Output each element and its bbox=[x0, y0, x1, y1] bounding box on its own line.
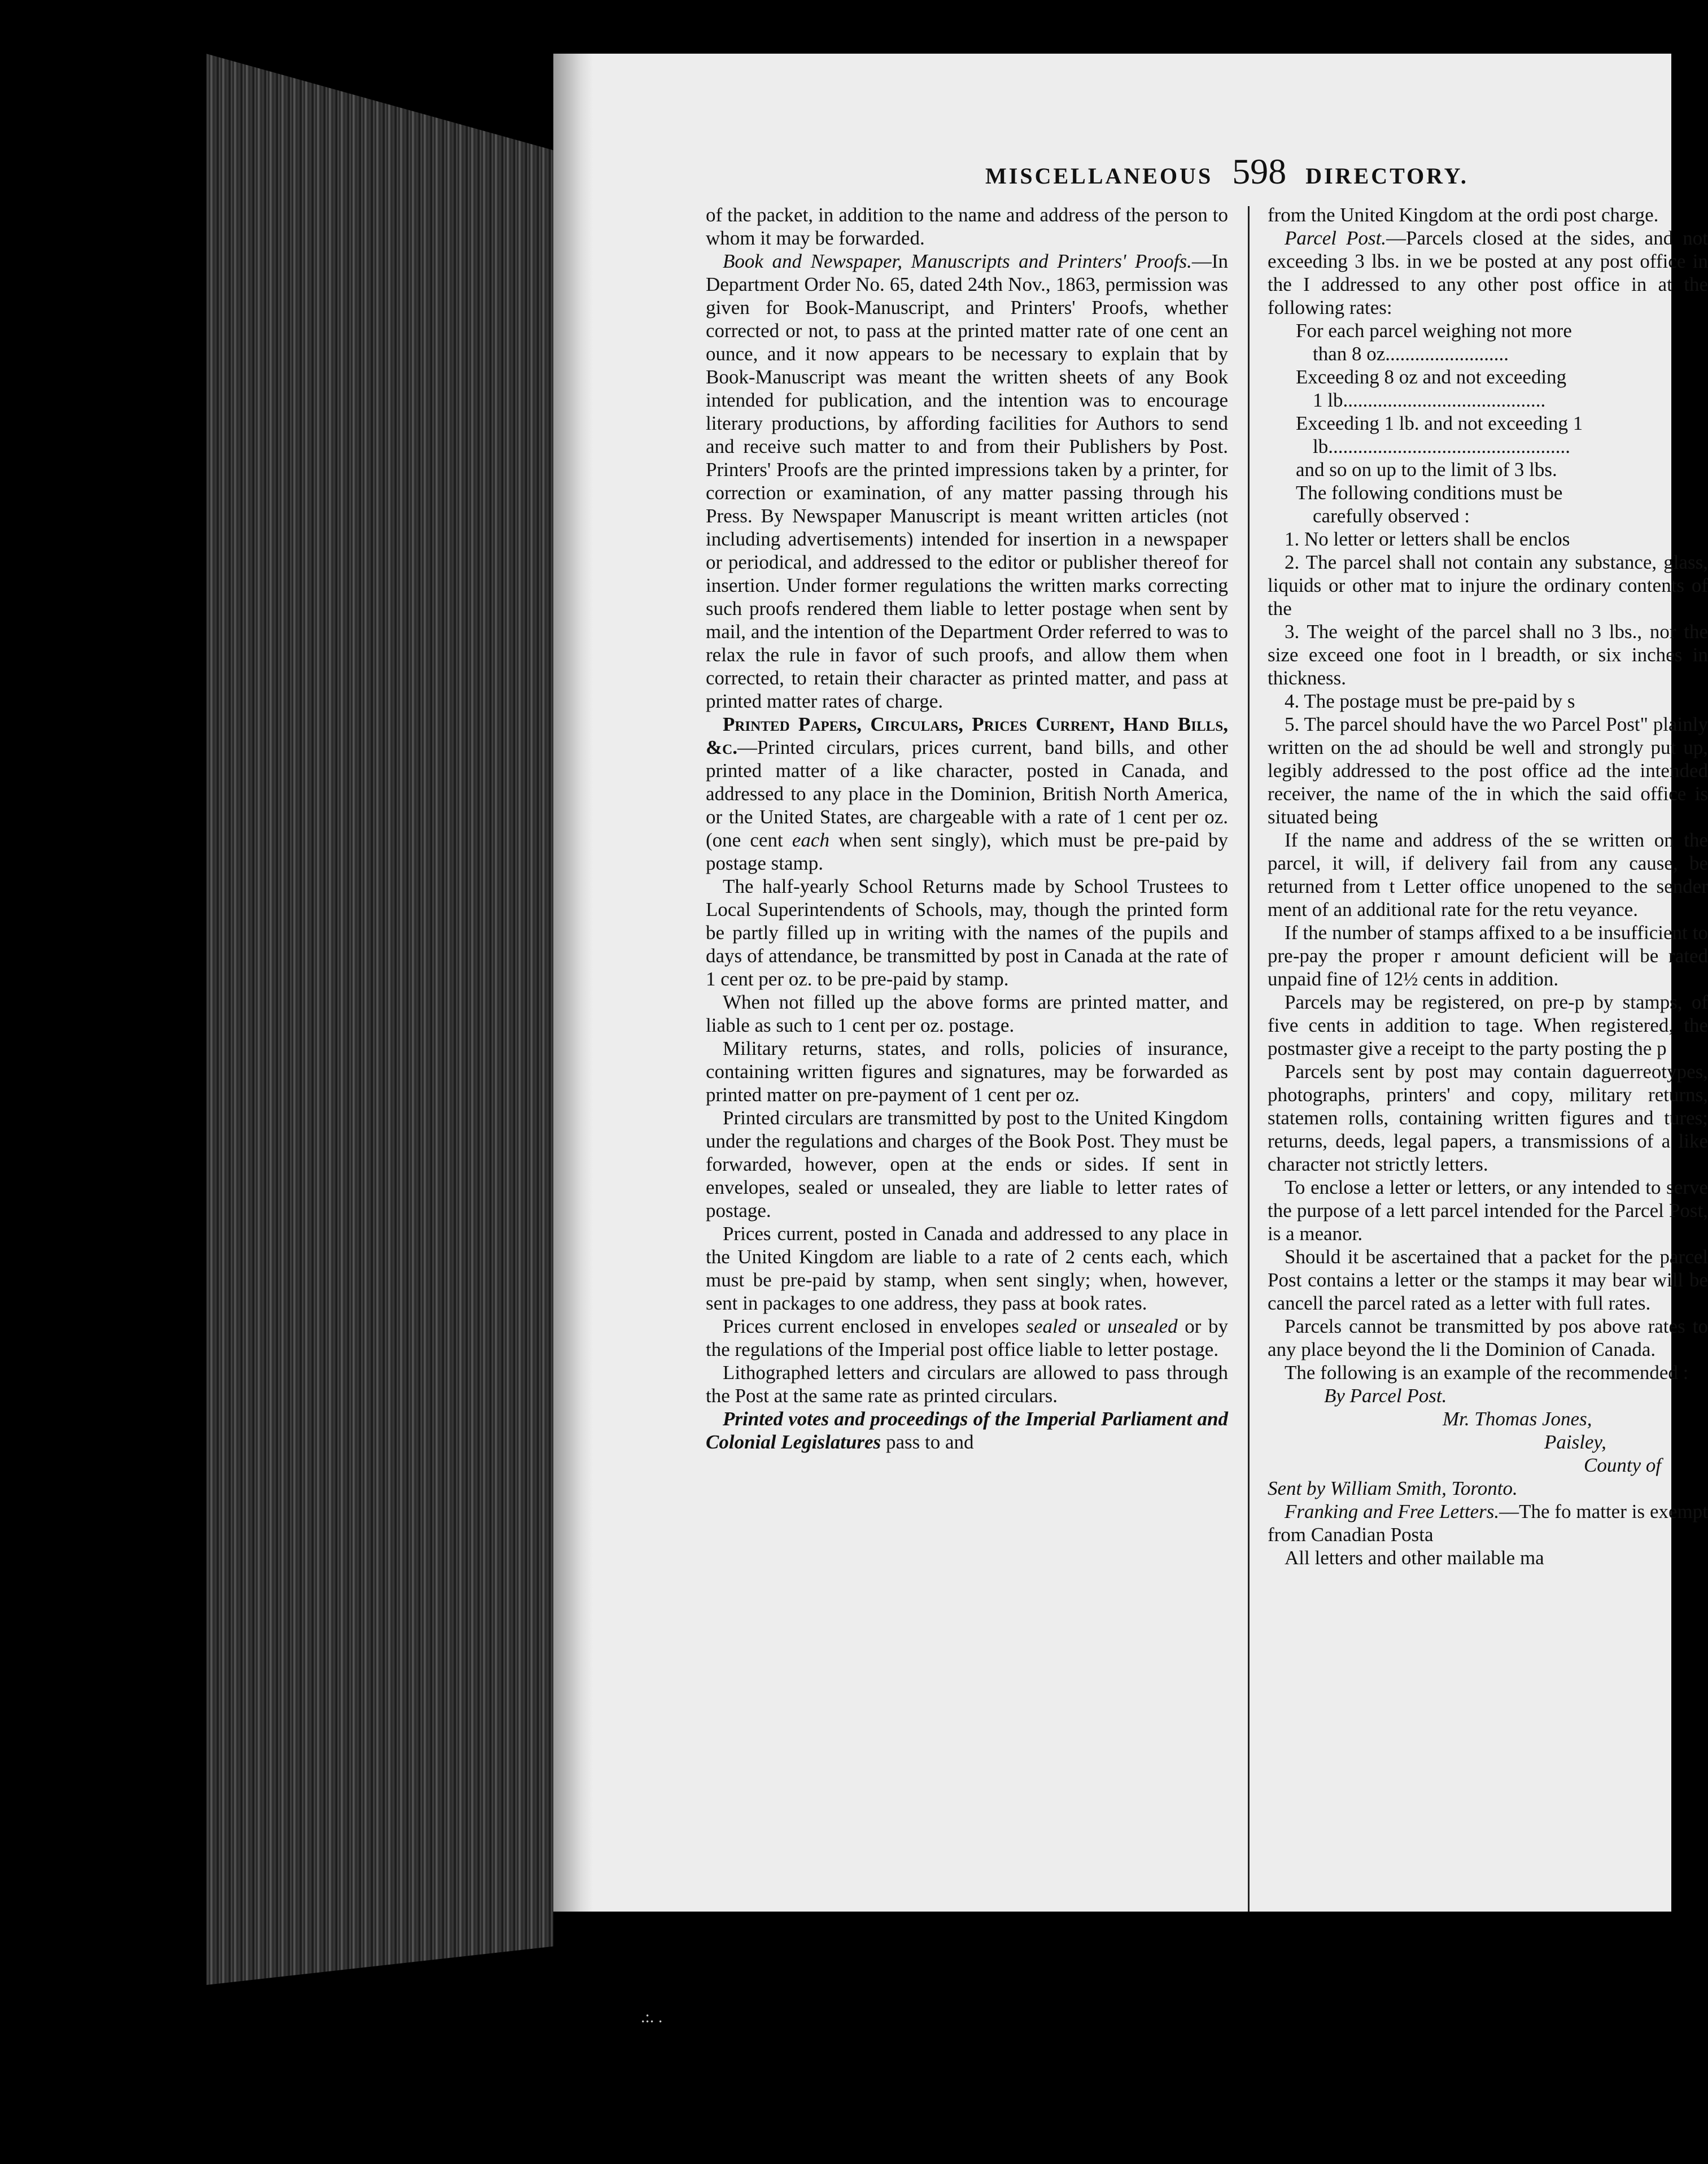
paragraph-text: Prices current enclosed in envelopes bbox=[723, 1315, 1026, 1337]
rate-line: and so on up to the limit of 3 lbs. bbox=[1296, 459, 1557, 481]
paragraph: To enclose a letter or letters, or any intended to serve the purpose of a lett parcel intended for the Parcel Post, is a meanor. bbox=[1268, 1176, 1708, 1245]
rate-line: Exceeding 8 oz and not exceeding bbox=[1296, 366, 1567, 388]
paragraph: Prices current, posted in Canada and addressed to any place in the United Kingdom are liable to a rate of 2 cents each, which must be pre-paid by stamp, when sent singly; when, however, sent in packages to one address, they pass at book rates. bbox=[706, 1223, 1228, 1314]
rate-line: For each parcel weighing not more bbox=[1296, 320, 1572, 342]
paragraph: All letters and other mailable ma bbox=[1285, 1547, 1544, 1569]
right-column bbox=[1268, 203, 1708, 1569]
section-heading: Printed Papers, Circulars, Prices Current, Hand Bills, &c. bbox=[706, 713, 1228, 758]
paragraph bbox=[1268, 226, 1708, 319]
emphasis: unsealed bbox=[1107, 1315, 1178, 1337]
paragraph: of the packet, in addition to the name and address of the person to whom it may be forwarded. bbox=[706, 204, 1228, 249]
rate-line: Exceeding 1 lb. and not exceeding 1 bbox=[1296, 412, 1583, 434]
header-left: MISCELLANEOUS bbox=[985, 163, 1213, 189]
emphasis: sealed bbox=[1026, 1315, 1077, 1337]
paragraph: Parcels cannot be transmitted by pos above rates to any place beyond the li the Dominion of Canada. bbox=[1268, 1315, 1708, 1360]
emphasis: each bbox=[792, 829, 829, 851]
paragraph: If the number of stamps affixed to a be insufficient to pre-pay the proper r amount deficient will be rated unpaid fine of 12½ cents in addition. bbox=[1268, 922, 1708, 990]
paragraph-text: —Parcels closed at the sides, and not exceeding 3 lbs. in we be posted at any post office in the I addressed to any other post office in at the following rates: bbox=[1268, 227, 1708, 319]
condition-item: 3. The weight of the parcel shall no 3 lbs., nor the size exceed one foot in l breadth, or six inches in thickness. bbox=[1268, 621, 1708, 689]
paragraph: Military returns, states, and rolls, policies of insurance, containing written figures and signatures, may be forwarded as printed matter on pre-payment of 1 cent per oz. bbox=[706, 1037, 1228, 1106]
section-heading: Book and Newspaper, Manuscripts and Printers' Proofs. bbox=[723, 250, 1192, 272]
paragraph-text: or bbox=[1076, 1315, 1108, 1337]
example-line: Mr. Thomas Jones, bbox=[1443, 1408, 1592, 1430]
condition-item: 1. No letter or letters shall be enclos bbox=[1285, 528, 1570, 550]
section-heading: Franking and Free Letters. bbox=[1285, 1500, 1500, 1522]
paragraph: from the United Kingdom at the ordi post charge. bbox=[1268, 204, 1659, 226]
header-right: DIRECTORY. bbox=[1305, 163, 1469, 189]
paragraph-text: —The fo matter is exempt from Canadian Posta bbox=[1268, 1500, 1708, 1546]
paragraph bbox=[706, 1315, 1228, 1361]
left-column bbox=[706, 203, 1228, 1454]
paragraph: Printed circulars are transmitted by post to the United Kingdom under the regulations and charges of the Book Post. They must be forwarded, however, open at the ends or sides. If sent in envelopes, sealed or unsealed, they are liable to letter rates of postage. bbox=[706, 1107, 1228, 1221]
running-header bbox=[985, 151, 1469, 193]
paragraph-text: —Printed circulars, prices current, band bills, and other printed matter of a like character, posted in Canada, and addressed to any place in the Dominion, British North America, or the United States, are chargeable with a rate of 1 cent per oz. (one cent bbox=[706, 736, 1228, 851]
section-heading: Parcel Post. bbox=[1285, 227, 1387, 249]
paragraph: The half-yearly School Returns made by School Trustees to Local Superintendents of Schools, may, though the printed form be partly filled up in writing with the names of the pupils and days of attendance, be transmitted by post in Canada at the rate of 1 cent per oz. to be pre-paid by stamp. bbox=[706, 875, 1228, 990]
example-line: Sent by William Smith, Toronto. bbox=[1268, 1477, 1518, 1499]
example-line: By Parcel Post. bbox=[1324, 1385, 1447, 1407]
condition-item: 4. The postage must be pre-paid by s bbox=[1285, 690, 1575, 712]
rate-line: The following conditions must be bbox=[1296, 482, 1563, 504]
paragraph: Lithographed letters and circulars are allowed to pass through the Post at the same rate as printed circulars. bbox=[706, 1362, 1228, 1407]
paragraph-text: or by the regulations of the Imperial post office liable to letter postage. bbox=[706, 1315, 1229, 1360]
paragraph-text: —In Department Order No. 65, dated 24th Nov., 1863, permission was given for Book-Manuscript, and Printers' Proofs, whether corrected or not, to pass at the printed matter rate of one cent an ounce, and it now appears to be necessary to explain that by Book-Manuscript was meant the written sheets of any Book intended for publication, and the intention was to encourage literary productions, by affording facilities for Authors to send and receive such matter to and from their Publishers by Post. Printers' Proofs are the printed impressions taken by a printer, for correction or examination, of any matter passing through his Press. By Newspaper Manuscript is meant written articles (not including advertisements) intended for insertion in a newspaper or periodical, and addressed to the editor or publisher thereof for insertion. Under former regulations the written marks correcting such proofs rendered them liable to letter postage when sent by mail, and the intention of the Department Order referred to was to relax the rule in favor of such proofs, and allow them when corrected, to retain their character as printed matter, and pass at printed matter rates of charge. bbox=[706, 250, 1228, 712]
example-line: County of bbox=[1584, 1454, 1662, 1476]
rate-line: carefully observed : bbox=[1313, 505, 1470, 527]
paragraph-text: when sent singly), which must be pre-paid by postage stamp. bbox=[706, 829, 1228, 874]
paragraph bbox=[706, 1407, 1228, 1454]
paragraph bbox=[706, 250, 1228, 713]
paragraph: Parcels may be registered, on pre-p by stamps, of five cents in addition to tage. When registered, the postmaster give a receipt to the party posting the p bbox=[1268, 991, 1708, 1059]
margin-marks: .:. . bbox=[641, 2008, 663, 2026]
paragraph: If the name and address of the se written on the parcel, it will, if delivery fail from any cause, be returned from t Letter office unopened to the sender ment of an additional rate for the retu veyance. bbox=[1268, 829, 1708, 920]
paragraph bbox=[706, 713, 1228, 875]
condition-item: 5. The parcel should have the wo Parcel Post" plainly written on the ad should be well and strongly put up, legibly addressed to the post office ad the intended receiver, the name of the in which the said office is situated being bbox=[1268, 713, 1708, 828]
book-page-edges bbox=[206, 54, 553, 1985]
rate-line: than 8 oz......................... bbox=[1313, 343, 1509, 365]
printed-page bbox=[553, 54, 1708, 1912]
condition-item: 2. The parcel shall not contain any substance, glass, liquids or other mat to injure the ordinary contents of the bbox=[1268, 551, 1708, 619]
rate-line: lb................................................. bbox=[1313, 435, 1570, 457]
paragraph: Should it be ascertained that a packet for the parcel Post contains a letter or the stamps it may bear will be cancell the parcel rated as a letter with full rates. bbox=[1268, 1246, 1708, 1314]
rate-line: 1 lb......................................... bbox=[1313, 389, 1546, 411]
page-gutter-shadow bbox=[553, 54, 593, 1912]
paragraph: When not filled up the above forms are printed matter, and liable as such to 1 cent per oz. postage. bbox=[706, 991, 1228, 1036]
paragraph-text: pass to and bbox=[881, 1431, 974, 1453]
paragraph: The following is an example of the recommended : bbox=[1285, 1362, 1689, 1384]
page-number: 598 bbox=[1232, 151, 1287, 191]
section-heading: Printed votes and proceedings of the Imperial Parliament and Colonial Legislatures bbox=[706, 1408, 1228, 1453]
example-line: Paisley, bbox=[1544, 1431, 1606, 1453]
paragraph bbox=[1268, 1500, 1708, 1546]
column-rule bbox=[1248, 206, 1250, 1912]
paragraph: Parcels sent by post may contain daguerreotypes, photographs, printers' and copy, military returns, statemen rolls, containing written figures and tures; returns, deeds, legal papers, a transmissions of a like character not strictly letters. bbox=[1268, 1061, 1708, 1175]
